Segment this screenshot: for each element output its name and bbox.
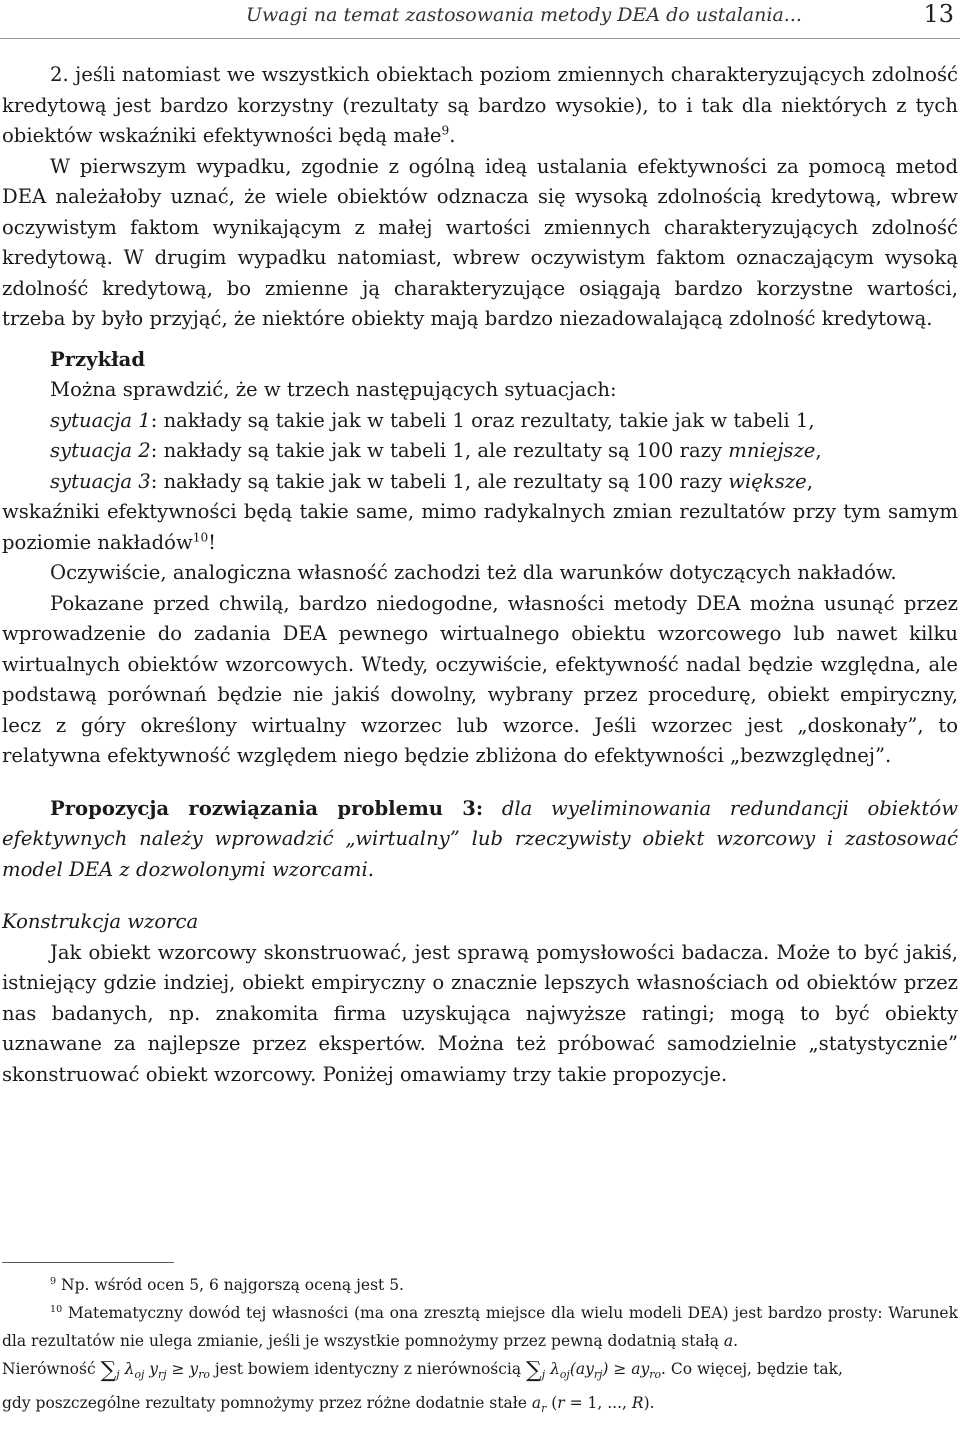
paragraph-first-case: W pierwszym wypadku, zgodnie z ogólną ideą ustalania efektywności za pomocą metod DEA należałoby uznać, że wiele obiektów odznacza się wysoką zdolnością kredytową, wbrew oczywistym faktom wynikającym z małej wartości zmiennych charakteryzujących zdolność kredytową. W drugim wypadku natomiast, wbrew oczywistym faktom oznaczającym wysoką zdolność kredytową, bo zmienne ją charakteryzujące osiągają bardzo korzystne wartości, trzeba by było przyjąć, że niektóre obiekty mają bardzo niezadowalającą zdolność kredytową. [2, 154, 958, 330]
footnote-10-last-line: gdy poszczególne rezultaty pomnożymy przez różne dodatnie stałe $a_r$ (r = 1, ..., R). [2, 1393, 655, 1415]
header-rule [0, 38, 960, 39]
example-heading: Przykład [50, 347, 146, 371]
construction-heading: Konstrukcja wzorca [2, 910, 199, 933]
paragraph-analogous: Oczywiście, analogiczna własność zachodzi też dla warunków dotyczących nakładów. [50, 561, 897, 584]
example-intro: Można sprawdzić, że w trzech następujących sytuacjach: [50, 378, 617, 401]
page-number: 13 [923, 0, 954, 28]
footnote-10-inequalities: Nierówność $\sum_j$ $\lambda_{oj}$ $y_{rj} \ge y_{ro}$ jest bowiem identyczny z nierównością $\sum_j$ $\lambda_{oj}(ay_{rj}) \ge ay_{ro}$. Co więcej, będzie tak, [2, 1358, 843, 1383]
footnotes [2, 1262, 958, 1423]
paragraph-virtual-object: Pokazane przed chwilą, bardzo niedogodne, własności metody DEA można usunąć przez wprowadzenie do zadania DEA pewnego wirtualnego obiektu wzorcowego lub nawet kilku wirtualnych obiektów wzorcowych. Wtedy, oczywiście, efektywność nadal będzie względna, ale podstawą porównań będzie nie jakiś dowolny, wybrany przez procedurę, obiekt empiryczny, lecz z góry określony wirtualny wzorzec lub wzorce. Jeśli wzorzec jest „doskonały”, to relatywna efektywność względem niego będzie zbliżona do efektywności „bezwzględnej”. [2, 591, 958, 767]
running-title: Uwagi na temat zastosowania metody DEA do ustalania... [246, 4, 802, 26]
proposal-3: Propozycja rozwiązania problemu 3: dla wyeliminowania redundancji obiektów efektywnych należy wprowadzić „wirtualny” lub rzeczywisty obiekt wzorcowy i zastosować model DEA z dozwolonymi wzorcami. [2, 796, 958, 881]
footnote-10: $^{10}$ Matematyczny dowód tej własności (ma ona zresztą miejsce dla wielu modeli DEA) jest bardzo prosty: Warunek dla rezultatów nie ulega zmianie, jeśli je wszystkie pomnożymy przez pewną dodatnią stałą a. [2, 1303, 958, 1350]
situation-3: sytuacja 3: nakłady są takie jak w tabeli 1, ale rezultaty są 100 razy większe, [50, 469, 813, 493]
main-text [2, 60, 958, 1090]
inequality-2: $\sum_j$ $\lambda_{oj}(ay_{rj}) \ge ay_{ro}$ [526, 1358, 662, 1383]
page-header [0, 0, 960, 36]
situation-2: sytuacja 2: nakłady są takie jak w tabeli 1, ale rezultaty są 100 razy mniejsze, [50, 439, 822, 462]
paragraph-case-2: 2. jeśli natomiast we wszystkich obiektach poziom zmiennych charakteryzujących zdolność kredytową jest bardzo korzystny (rezultaty są bardzo wysokie), to i tak dla niektórych z tych obiektów wskaźniki efektywności będą małe$^9$. [2, 63, 958, 147]
footnote-rule [2, 1262, 174, 1263]
footnote-9: $^9$ Np. wśród ocen 5, 6 najgorszą oceną jest 5. [50, 1275, 404, 1294]
footnote-ref-10: 10 [192, 529, 209, 544]
example-conclusion: wskaźniki efektywności będą takie same, mimo radykalnych zmian rezultatów przy tym samym poziomie nakładów$^{10}$! [2, 500, 958, 554]
inequality-1: $\sum_j$ $\lambda_{oj}$ $y_{rj} \ge y_{ro}$ [100, 1358, 210, 1383]
footnote-ref-9: 9 [441, 123, 450, 138]
paragraph-construction: Jak obiekt wzorcowy skonstruować, jest sprawą pomysłowości badacza. Może to być jakiś, istniejący gdzie indziej, obiekt empiryczny o znacznie lepszych własnościach od obiektów przez nas badanych, np. znakomita firma uzyskująca najwyższe ratingi; mogą to być obiekty uznawane za najlepsze przez ekspertów. Można też próbować samodzielnie „statystycznie” skonstruować obiekt wzorcowy. Poniżej omawiamy trzy takie propozycje. [2, 940, 958, 1086]
situation-1: sytuacja 1: nakłady są takie jak w tabeli 1 oraz rezultaty, takie jak w tabeli 1, [50, 408, 815, 432]
